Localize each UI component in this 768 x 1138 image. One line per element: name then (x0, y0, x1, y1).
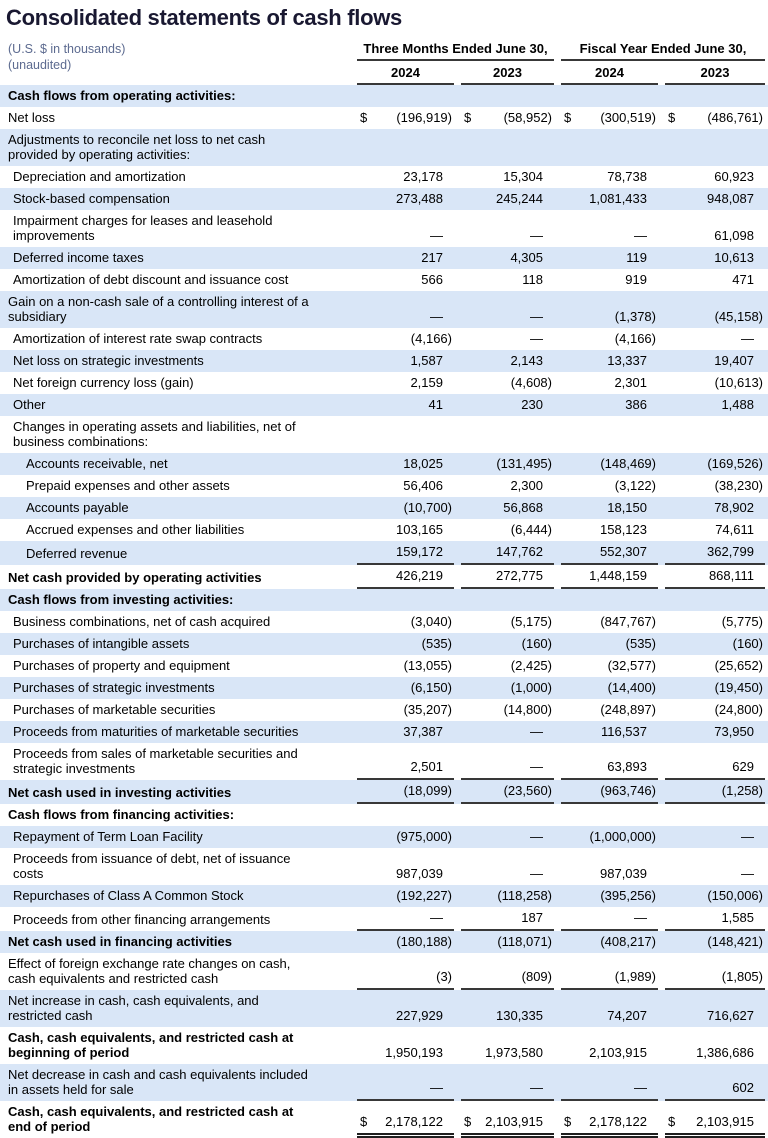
cell-value: 1,386,686 (696, 1045, 754, 1060)
row-label: Purchases of strategic investments (13, 680, 215, 695)
row-label: Proceeds from maturities of marketable securities (13, 724, 299, 739)
cell-value: 1,950,193 (385, 1045, 443, 1060)
table-row (0, 210, 768, 247)
table-row (0, 541, 768, 565)
cell-value: 56,868 (503, 500, 543, 515)
table-row (0, 1027, 768, 1064)
row-label: Accounts receivable, net (26, 456, 168, 471)
cell-value: — (461, 743, 554, 780)
cell-value: (809) (461, 953, 554, 990)
cell-empty (357, 85, 454, 107)
cell-value: 566 (421, 272, 443, 287)
row-label: Prepaid expenses and other assets (26, 478, 230, 493)
row-label: Repayment of Term Loan Facility (13, 829, 203, 844)
cell-value: (14,400) (607, 680, 656, 695)
row-label: Impairment charges for leases and leasehold improvements (13, 213, 273, 243)
year-header: 2024 (357, 61, 454, 85)
cell-value: (4,166) (614, 331, 656, 346)
cell-empty (461, 589, 554, 611)
cell-empty (665, 85, 765, 107)
table-row (0, 565, 768, 589)
dollar-sign: $ (564, 110, 572, 125)
cell-value: 4,305 (510, 250, 543, 265)
cell-value: — (561, 1064, 658, 1101)
cell-value: (6,150) (410, 680, 452, 695)
cell-value: 1,585 (665, 907, 765, 931)
cell-value: (408,217) (600, 934, 656, 949)
row-label: Proceeds from sales of marketable securities and strategic investments (13, 746, 298, 776)
cell-value: 74,611 (715, 522, 754, 537)
cell-empty (461, 85, 554, 107)
row-label: Proceeds from issuance of debt, net of issuance costs (13, 851, 291, 881)
table-row (0, 990, 768, 1027)
cell-value: 273,488 (396, 191, 443, 206)
table-row (0, 497, 768, 519)
cell-empty (357, 129, 454, 166)
cell-value: 1,973,580 (485, 1045, 543, 1060)
row-label: Net loss on strategic investments (13, 353, 204, 368)
cash-flow-statement-page (0, 5, 768, 1138)
cell-value: 118 (522, 272, 543, 287)
cell-value: — (634, 228, 647, 243)
cell-value: 1,587 (410, 353, 443, 368)
cell-value: (14,800) (503, 702, 552, 717)
cell-empty (561, 804, 658, 826)
cell-value: (38,230) (714, 478, 763, 493)
table-row (0, 655, 768, 677)
cell-value: (1,989) (561, 953, 658, 990)
statement-subtitle (0, 41, 350, 73)
dollar-sign: $ (564, 1114, 572, 1129)
cell-value: (18,099) (357, 780, 454, 804)
year-header: 2023 (665, 61, 765, 85)
cell-value: (963,746) (561, 780, 658, 804)
table-row (0, 291, 768, 328)
dollar-sign: $ (668, 1114, 676, 1129)
cell-value: (24,800) (714, 702, 763, 717)
year-header: 2023 (461, 61, 554, 85)
cell-value: 41 (428, 397, 443, 412)
cell-value: 227,929 (396, 1008, 443, 1023)
cell-value: 2,301 (614, 375, 647, 390)
cell-value: $ (58,952) (461, 107, 554, 129)
cell-empty (561, 85, 658, 107)
cell-value: (10,700) (403, 500, 452, 515)
column-group-fiscal-year: Fiscal Year Ended June 30, (561, 41, 765, 61)
cell-value: (6,444) (510, 522, 552, 537)
row-label: Deferred revenue (26, 546, 128, 561)
cell-value: 103,165 (396, 522, 443, 537)
table-row (0, 269, 768, 291)
cell-value: 2,501 (357, 743, 454, 780)
row-label: Purchases of intangible assets (13, 636, 190, 651)
cell-value: (32,577) (607, 658, 656, 673)
cell-empty (561, 416, 658, 453)
year-header: 2024 (561, 61, 658, 85)
row-label: Deferred income taxes (13, 250, 144, 265)
dollar-sign: $ (360, 110, 368, 125)
table-row (0, 1064, 768, 1101)
cell-empty (561, 589, 658, 611)
cell-value: (4,166) (410, 331, 452, 346)
column-group-three-months: Three Months Ended June 30, (357, 41, 554, 61)
cell-value: 2,143 (510, 353, 543, 368)
cell-empty (357, 416, 454, 453)
table-row (0, 475, 768, 497)
page-title: Consolidated statements of cash flows (6, 5, 402, 30)
cell-value: 15,304 (503, 169, 543, 184)
cell-value: $ 2,178,122 (561, 1101, 658, 1138)
cell-value: 245,244 (496, 191, 543, 206)
cell-value: 158,123 (600, 522, 647, 537)
cell-empty (665, 129, 765, 166)
cell-value: (3,040) (410, 614, 452, 629)
table-row (0, 885, 768, 907)
cell-value: $ (486,761) (665, 107, 765, 129)
cell-value: (160) (521, 636, 552, 651)
cell-value: (2,425) (510, 658, 552, 673)
cell-value: 19,407 (714, 353, 754, 368)
cell-value: (3,122) (614, 478, 656, 493)
cell-value: (35,207) (403, 702, 452, 717)
cell-empty (665, 804, 765, 826)
table-row (0, 328, 768, 350)
table-header (0, 41, 768, 85)
table-row (0, 804, 768, 826)
table-row (0, 721, 768, 743)
cell-value: 61,098 (714, 228, 754, 243)
cell-value: 18,025 (403, 456, 443, 471)
row-label: Other (13, 397, 46, 412)
cell-value: $ 2,103,915 (665, 1101, 765, 1138)
row-label: Net cash used in financing activities (8, 934, 232, 949)
subtitle-unaudited: (unaudited) (8, 58, 72, 72)
cell-value: — (461, 1064, 554, 1101)
row-label: Accrued expenses and other liabilities (26, 522, 245, 537)
cell-empty (561, 129, 658, 166)
table-row (0, 107, 768, 129)
cell-value: 272,775 (461, 565, 554, 589)
cell-value: 147,762 (461, 541, 554, 565)
row-label: Cash, cash equivalents, and restricted cash at beginning of period (8, 1030, 294, 1060)
cell-value: — (530, 866, 543, 881)
table-row (0, 1101, 768, 1138)
cell-value: 716,627 (707, 1008, 754, 1023)
row-label: Stock-based compensation (13, 191, 170, 206)
cell-value: — (530, 331, 543, 346)
cell-value: $ 2,103,915 (461, 1101, 554, 1138)
cell-value: 919 (625, 272, 647, 287)
row-label: Cash flows from financing activities: (8, 807, 235, 822)
cell-value: 362,799 (665, 541, 765, 565)
cell-value: (535) (421, 636, 452, 651)
cell-value: 10,613 (714, 250, 754, 265)
cell-value: (148,469) (600, 456, 656, 471)
cell-value: 13,337 (607, 353, 647, 368)
cell-value: (19,450) (714, 680, 763, 695)
cell-value: (148,421) (707, 934, 763, 949)
cell-value: (169,526) (707, 456, 763, 471)
row-label: Net foreign currency loss (gain) (13, 375, 194, 390)
cell-value: (248,897) (600, 702, 656, 717)
row-label: Net decrease in cash and cash equivalents included in assets held for sale (8, 1067, 308, 1097)
cell-value: 1,488 (721, 397, 754, 412)
table-row (0, 166, 768, 188)
cell-value: (4,608) (510, 375, 552, 390)
cell-value: $ (196,919) (357, 107, 454, 129)
row-label: Cash flows from operating activities: (8, 88, 236, 103)
cell-value: (395,256) (600, 888, 656, 903)
cell-value: — (530, 309, 543, 324)
table-row (0, 453, 768, 475)
cell-value: (5,775) (721, 614, 763, 629)
dollar-sign: $ (464, 110, 472, 125)
cell-value: (150,006) (707, 888, 763, 903)
table-row (0, 589, 768, 611)
cell-value: 230 (521, 397, 543, 412)
cell-value: 60,923 (714, 169, 754, 184)
subtitle-units: (U.S. $ in thousands) (8, 42, 126, 56)
cell-value: 552,307 (561, 541, 658, 565)
cell-value: (1,000,000) (589, 829, 656, 844)
row-label: Accounts payable (26, 500, 129, 515)
cell-value: $ 2,178,122 (357, 1101, 454, 1138)
table-row (0, 519, 768, 541)
cell-value: 2,103,915 (589, 1045, 647, 1060)
row-label: Amortization of debt discount and issuance cost (13, 272, 289, 287)
row-label: Proceeds from other financing arrangements (13, 912, 271, 927)
table-row (0, 953, 768, 990)
cell-value: (1,805) (665, 953, 765, 990)
cell-empty (665, 416, 765, 453)
table-row (0, 907, 768, 931)
cell-value: 37,387 (403, 724, 443, 739)
row-label: Cash flows from investing activities: (8, 592, 234, 607)
row-label: Net cash used in investing activities (8, 785, 232, 800)
row-label: Net cash provided by operating activities (8, 570, 262, 585)
row-label: Purchases of property and equipment (13, 658, 230, 673)
row-label: Adjustments to reconcile net loss to net cash provided by operating activities: (8, 132, 266, 162)
table-row (0, 188, 768, 210)
row-label: Amortization of interest rate swap contracts (13, 331, 263, 346)
cell-value: 73,950 (714, 724, 754, 739)
cell-value: 1,081,433 (589, 191, 647, 206)
table-row (0, 247, 768, 269)
cell-value: — (741, 331, 754, 346)
cell-value: — (530, 724, 543, 739)
cell-value: (45,158) (714, 309, 763, 324)
cell-value: 63,893 (561, 743, 658, 780)
cell-value: 948,087 (707, 191, 754, 206)
cell-value: $ (300,519) (561, 107, 658, 129)
table-row (0, 848, 768, 885)
cell-empty (357, 589, 454, 611)
cell-value: (118,071) (497, 934, 552, 949)
row-label: Changes in operating assets and liabilities, net of business combinations: (13, 419, 296, 449)
cell-value: (131,495) (496, 456, 552, 471)
cell-value: (975,000) (396, 829, 452, 844)
cell-value: (847,767) (600, 614, 656, 629)
row-label: Gain on a non-cash sale of a controlling interest of a subsidiary (8, 294, 309, 324)
cell-value: 18,150 (607, 500, 647, 515)
table-row (0, 350, 768, 372)
row-label: Net loss (8, 110, 55, 125)
cell-value: 602 (665, 1064, 765, 1101)
dollar-sign: $ (668, 110, 676, 125)
cell-empty (461, 129, 554, 166)
table-row (0, 699, 768, 721)
table-body (0, 85, 768, 1138)
cell-value: 74,207 (607, 1008, 647, 1023)
cell-value: 1,448,159 (561, 565, 658, 589)
cell-value: (180,188) (396, 934, 452, 949)
table-row (0, 129, 768, 166)
row-label: Net increase in cash, cash equivalents, and restricted cash (8, 993, 259, 1023)
dollar-sign: $ (464, 1114, 472, 1129)
cell-empty (357, 804, 454, 826)
dollar-sign: $ (360, 1114, 368, 1129)
table-row (0, 677, 768, 699)
cell-value: 187 (461, 907, 554, 931)
cell-value: — (561, 907, 658, 931)
cell-value: — (741, 866, 754, 881)
cell-value: 78,738 (607, 169, 647, 184)
cell-value: — (530, 829, 543, 844)
cell-value: (3) (357, 953, 454, 990)
cell-value: — (357, 907, 454, 931)
cell-value: 426,219 (357, 565, 454, 589)
table-row (0, 931, 768, 953)
cell-value: (10,613) (714, 375, 763, 390)
cell-value: (535) (625, 636, 656, 651)
table-row (0, 633, 768, 655)
cell-value: (118,258) (497, 888, 552, 903)
cell-value: 2,300 (510, 478, 543, 493)
cell-value: — (430, 309, 443, 324)
cell-value: 56,406 (403, 478, 443, 493)
row-label: Purchases of marketable securities (13, 702, 216, 717)
cell-value: 119 (626, 250, 647, 265)
cell-value: (5,175) (510, 614, 552, 629)
table-row (0, 611, 768, 633)
cell-value: (25,652) (714, 658, 763, 673)
row-label: Business combinations, net of cash acquired (13, 614, 271, 629)
cell-value: (160) (732, 636, 763, 651)
cell-empty (461, 416, 554, 453)
row-label: Repurchases of Class A Common Stock (13, 888, 244, 903)
table-row (0, 780, 768, 804)
cell-value: — (357, 1064, 454, 1101)
row-label: Depreciation and amortization (13, 169, 186, 184)
cell-value: — (530, 228, 543, 243)
table-row (0, 85, 768, 107)
cell-value: 386 (625, 397, 647, 412)
cell-value: — (430, 228, 443, 243)
cell-value: 2,159 (410, 375, 443, 390)
cell-value: (1,378) (614, 309, 656, 324)
cell-value: (1,000) (510, 680, 552, 695)
cell-value: (23,560) (461, 780, 554, 804)
row-label: Cash, cash equivalents, and restricted cash at end of period (8, 1104, 294, 1134)
cell-value: 23,178 (403, 169, 443, 184)
cell-value: 987,039 (396, 866, 443, 881)
cell-value: (192,227) (396, 888, 452, 903)
cell-value: 217 (421, 250, 443, 265)
table-row (0, 826, 768, 848)
cell-value: 629 (665, 743, 765, 780)
table-row (0, 416, 768, 453)
table-row (0, 394, 768, 416)
cell-empty (461, 804, 554, 826)
row-label: Effect of foreign exchange rate changes on cash, cash equivalents and restricted cash (8, 956, 291, 986)
table-row (0, 372, 768, 394)
cell-value: 471 (732, 272, 754, 287)
cell-value: 987,039 (600, 866, 647, 881)
cell-empty (665, 589, 765, 611)
cell-value: 868,111 (665, 565, 765, 589)
cell-value: 78,902 (714, 500, 754, 515)
cell-value: 159,172 (357, 541, 454, 565)
cell-value: (13,055) (403, 658, 452, 673)
cell-value: 130,335 (496, 1008, 543, 1023)
cell-value: 116,537 (600, 724, 647, 739)
table-row (0, 743, 768, 780)
cell-value: (1,258) (665, 780, 765, 804)
cell-value: — (741, 829, 754, 844)
